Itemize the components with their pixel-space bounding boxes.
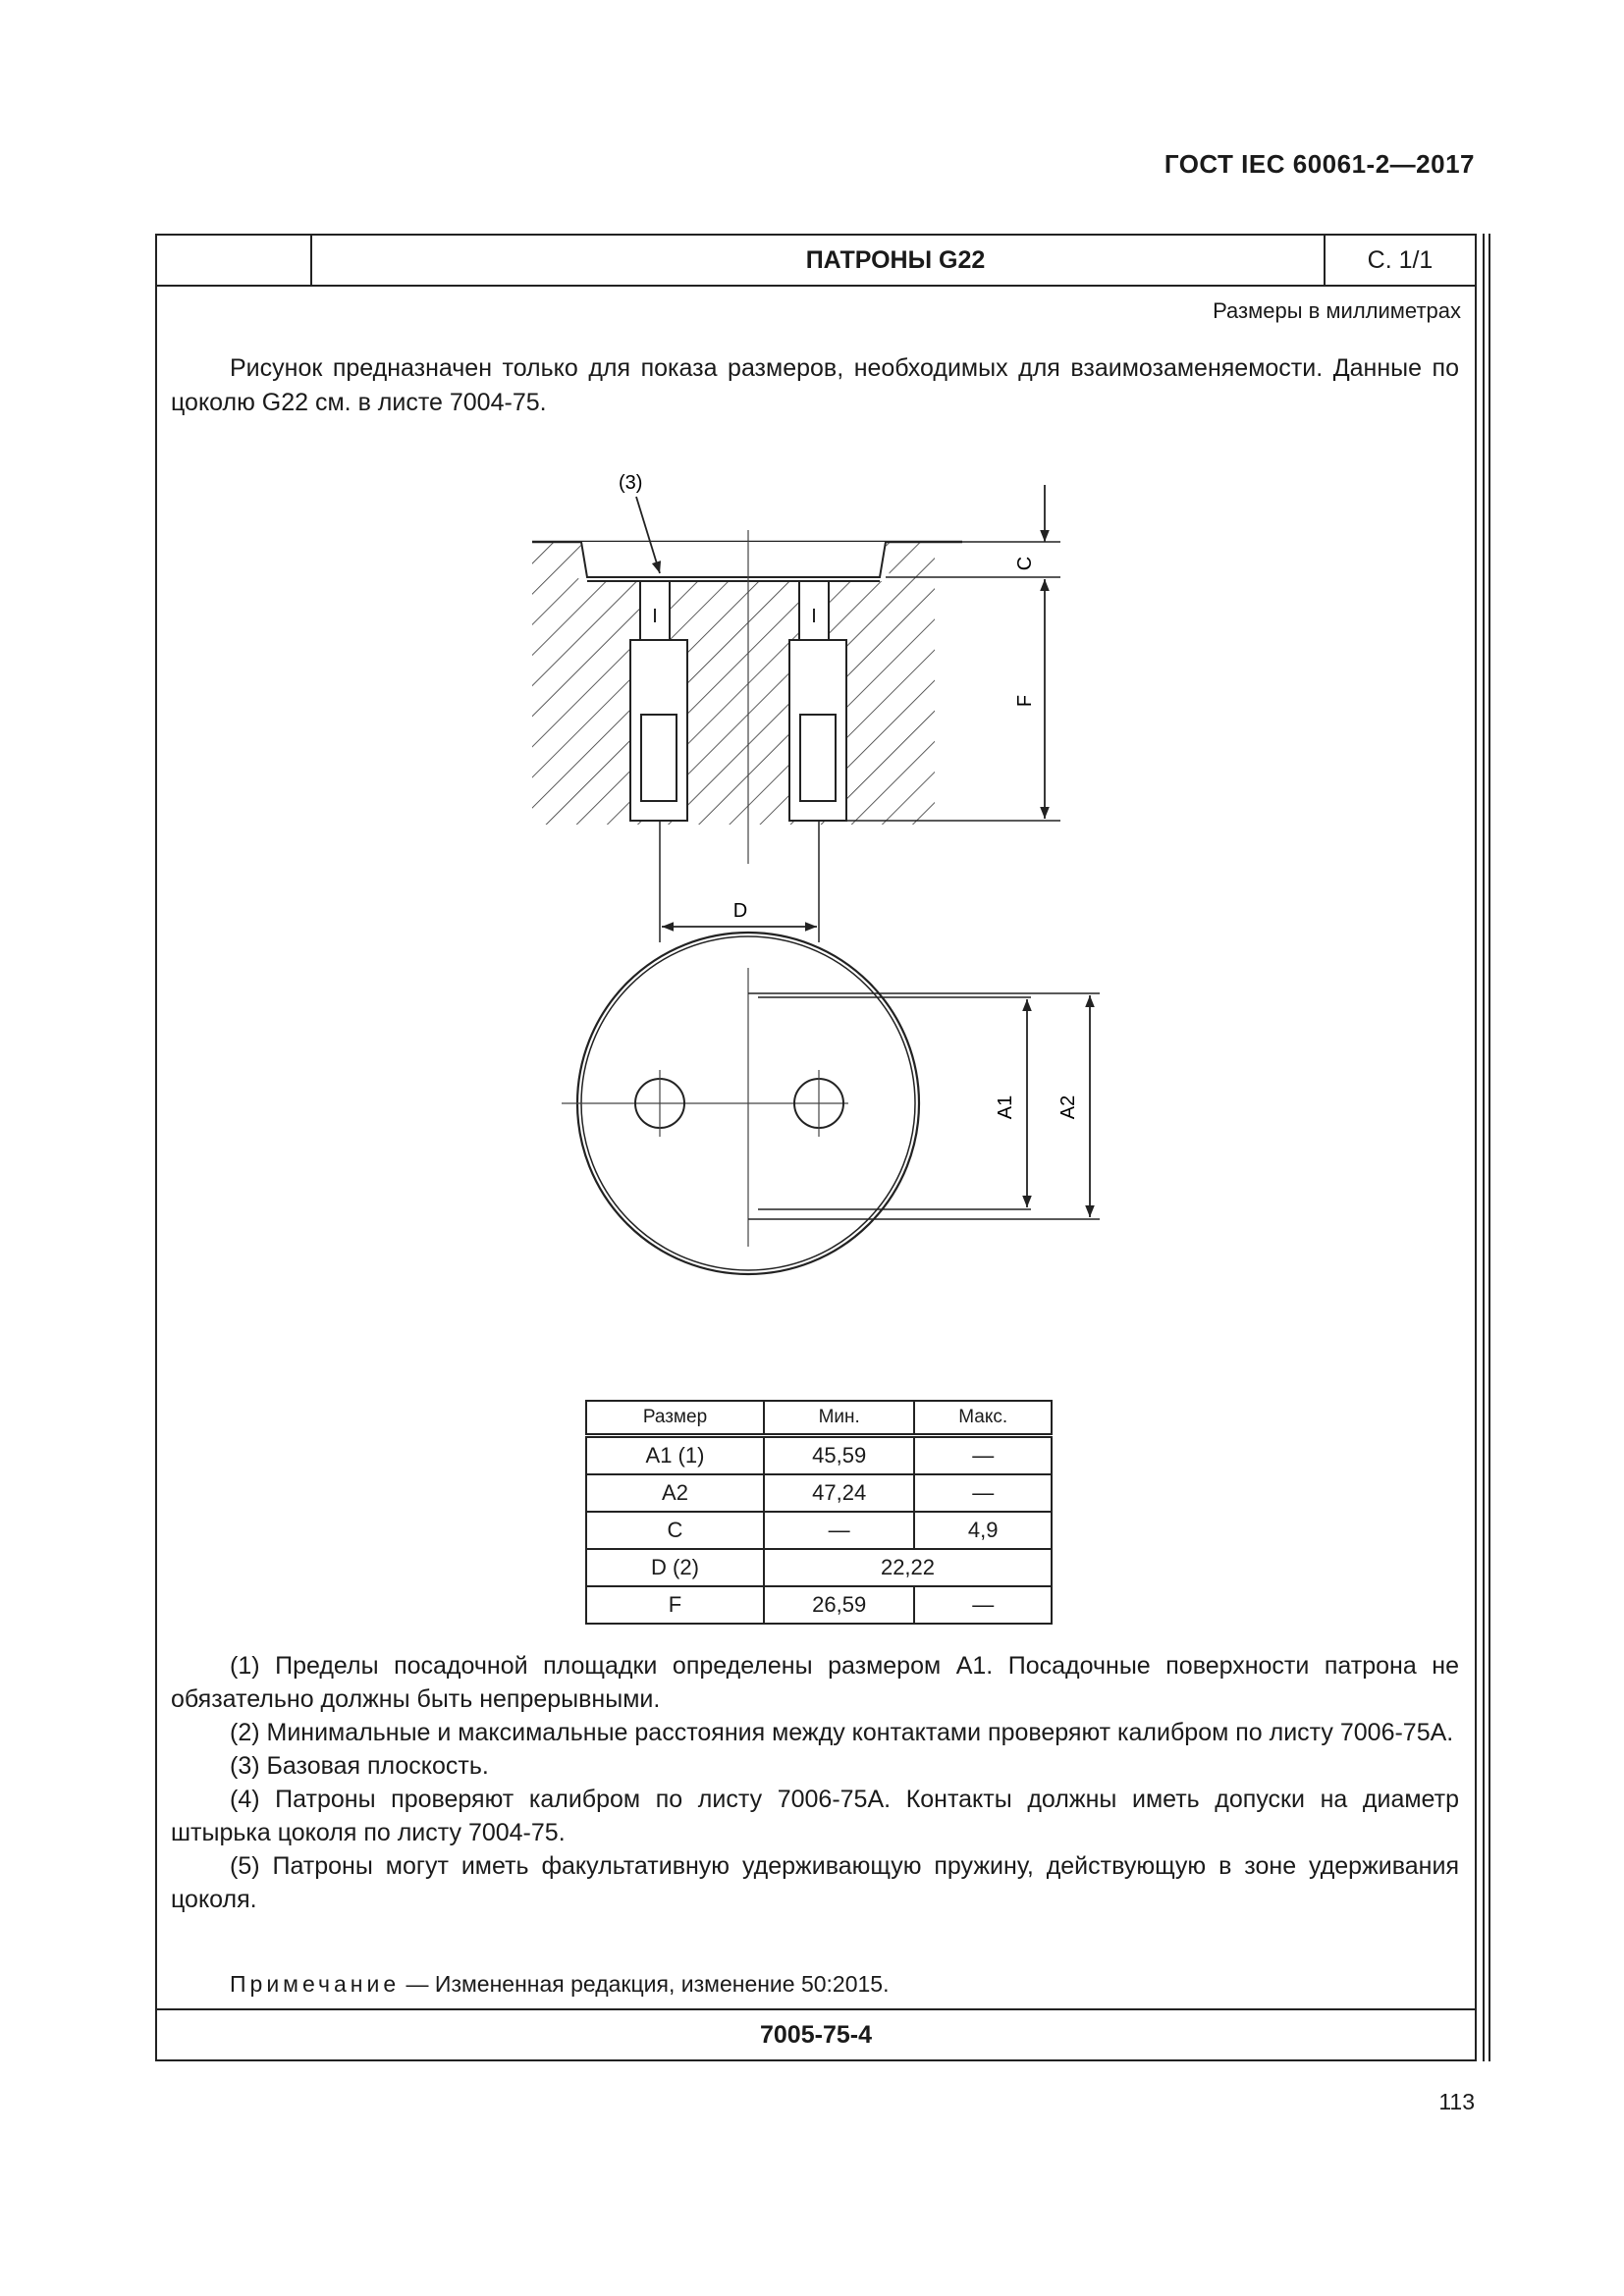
ref-label: (3) xyxy=(619,472,643,494)
table-cell: C xyxy=(586,1512,764,1549)
table-row xyxy=(586,1474,1052,1512)
footnote: (3) Базовая плоскость. xyxy=(230,1752,489,1780)
socket-top-view xyxy=(562,933,1100,1274)
table-row xyxy=(586,1586,1052,1624)
table-cell-merged: 22,22 xyxy=(764,1549,1052,1586)
table-header: Размер xyxy=(586,1401,764,1436)
socket-section-view xyxy=(532,530,962,942)
dim-label-A2: A2 xyxy=(1057,1095,1079,1120)
page-number: 113 xyxy=(1438,2089,1475,2114)
footnotes xyxy=(171,1649,1459,1916)
table-cell: 26,59 xyxy=(764,1586,914,1624)
remark-text: — Измененная редакция, изменение 50:2015. xyxy=(406,1971,890,1997)
intro-paragraph: Рисунок предназначен только для показа размеров, необходимых для взаимозаменяемости. Данные по цоколю G22 см. в листе 7004-75. xyxy=(171,354,1459,416)
units-note: Размеры в миллиметрах xyxy=(1213,298,1461,323)
standard-number: ГОСТ IEC 60061-2—2017 xyxy=(1164,149,1475,179)
sheet-page-label: С. 1/1 xyxy=(1324,236,1475,285)
table-cell: A1 (1) xyxy=(586,1436,764,1475)
dimensions-table xyxy=(585,1400,1053,1625)
table-cell: D (2) xyxy=(586,1549,764,1586)
footnote: (4) Патроны проверяют калибром по листу 7006-75A. Контакты должны иметь допуски на диаметр штырька цоколя по листу 7004-75. xyxy=(171,1786,1459,1846)
footnote: (1) Пределы посадочной площадки определены размером A1. Посадочные поверхности патрона не обязательно должны быть непрерывными. xyxy=(171,1652,1459,1713)
footnote: (5) Патроны могут иметь факультативную удерживающую пружину, действующую в зоне удерживания цоколя. xyxy=(171,1852,1459,1913)
table-cell: — xyxy=(914,1586,1052,1624)
table-cell: — xyxy=(764,1512,914,1549)
dim-label-F: F xyxy=(1014,694,1036,708)
frame-double-line xyxy=(1483,234,1485,2061)
sheet-frame xyxy=(155,234,1477,2061)
table-row xyxy=(586,1436,1052,1475)
frame-double-line xyxy=(1489,234,1490,2061)
remark-label: Примечание xyxy=(230,1971,401,1997)
dim-label-D: D xyxy=(732,900,748,922)
table-cell: — xyxy=(914,1436,1052,1475)
dim-label-A1: A1 xyxy=(995,1095,1016,1120)
sheet-title: ПАТРОНЫ G22 xyxy=(805,246,986,274)
table-header-row xyxy=(586,1401,1052,1436)
dim-label-C: C xyxy=(1014,556,1036,571)
table-cell: 47,24 xyxy=(764,1474,914,1512)
remark xyxy=(230,1971,890,1998)
table-cell: A2 xyxy=(586,1474,764,1512)
table-cell: — xyxy=(914,1474,1052,1512)
sheet-footer: 7005-75-4 xyxy=(157,2008,1475,2059)
table-cell: 45,59 xyxy=(764,1436,914,1475)
table-header: Мин. xyxy=(764,1401,914,1436)
table-cell: 4,9 xyxy=(914,1512,1052,1549)
table-cell: F xyxy=(586,1586,764,1624)
table-header: Макс. xyxy=(914,1401,1052,1436)
table-row xyxy=(586,1549,1052,1586)
footnote: (2) Минимальные и максимальные расстояния между контактами проверяют калибром по листу 7006-75A. xyxy=(230,1719,1454,1746)
table-row xyxy=(586,1512,1052,1549)
